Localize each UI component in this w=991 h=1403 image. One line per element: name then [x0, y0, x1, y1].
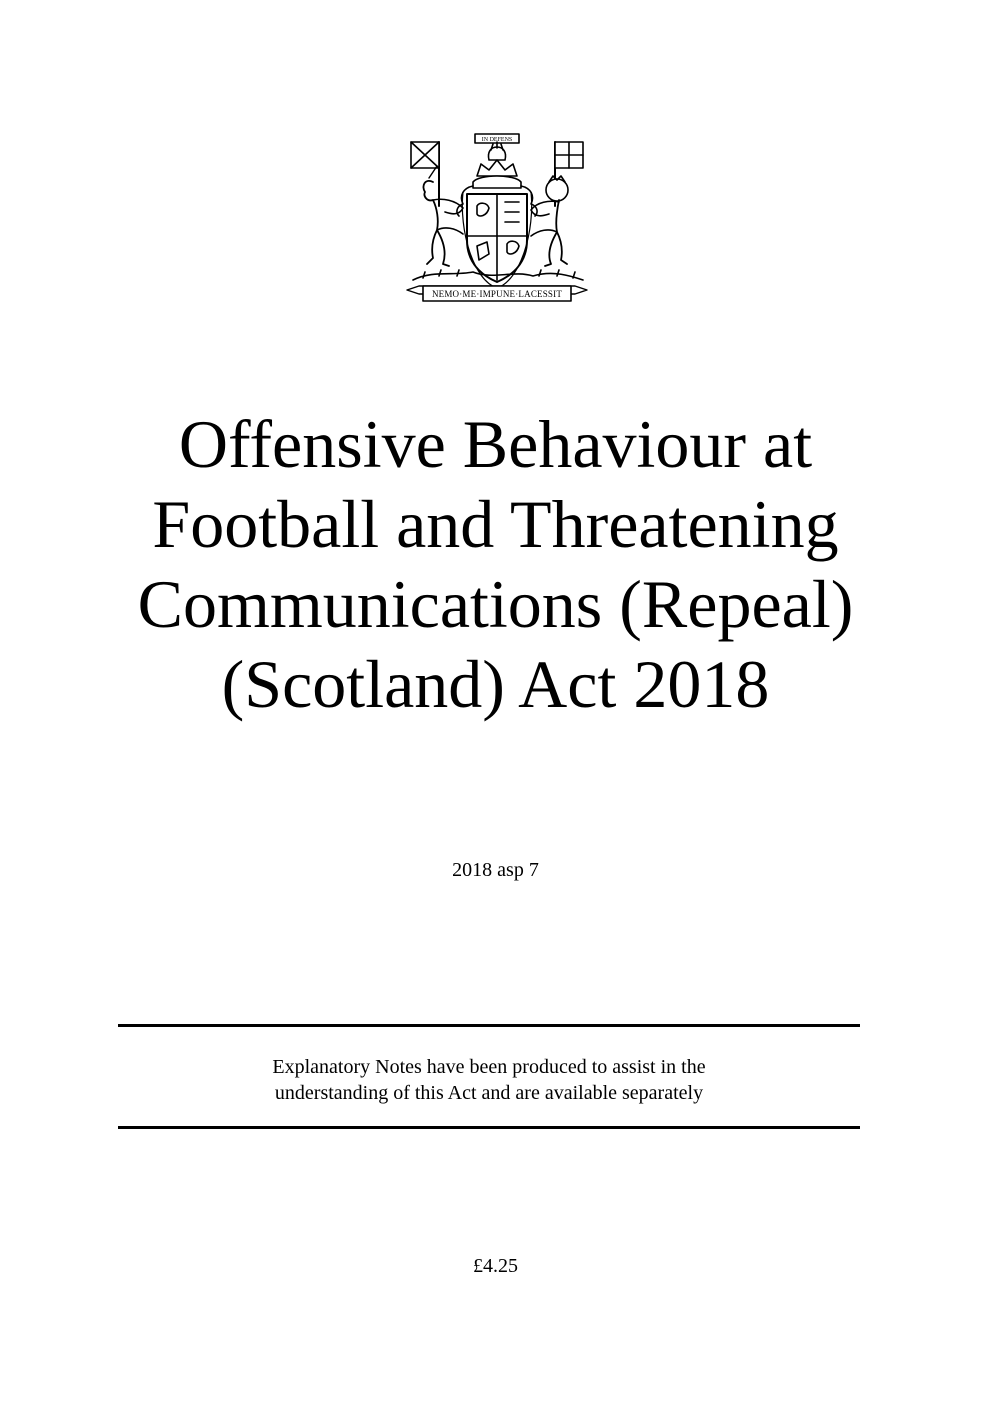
act-title: Offensive Behaviour at Football and Threatening Communications (Repeal) (Scotland) Act 2018 — [137, 406, 854, 722]
explanatory-notes-line-2: understanding of this Act and are available separately — [274, 1082, 704, 1104]
divider-bottom — [118, 1126, 860, 1129]
divider-top — [118, 1024, 860, 1027]
explanatory-notes-line-1: Explanatory Notes have been produced to assist in the — [272, 1056, 706, 1078]
crest-banner: IN DEFENS — [481, 137, 513, 143]
crest-motto: NEMO·ME·IMPUNE·LACESSIT — [431, 289, 563, 299]
explanatory-notes — [118, 1054, 860, 1106]
royal-coat-of-arms — [403, 130, 591, 304]
act-citation: 2018 asp 7 — [452, 859, 539, 881]
price: £4.25 — [473, 1255, 518, 1277]
royal-coat-of-arms-scotland-icon — [403, 130, 591, 304]
